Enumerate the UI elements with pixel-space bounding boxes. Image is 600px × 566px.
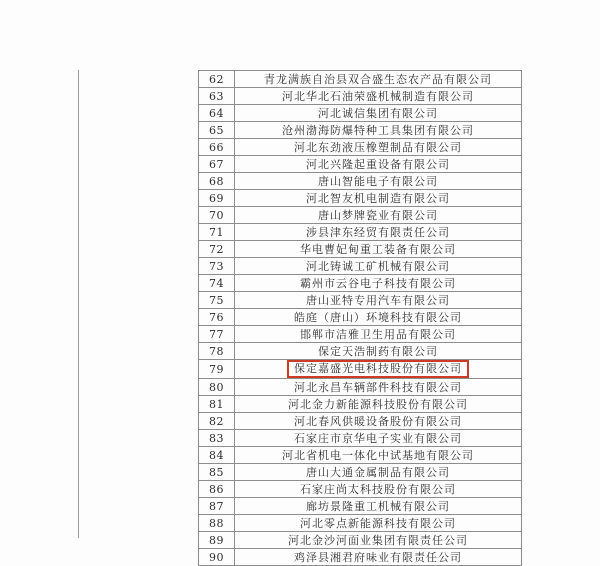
rank-cell: 66 <box>199 139 235 156</box>
table-row <box>199 241 522 258</box>
company-name-cell: 河北零点新能源科技有限公司 <box>235 515 522 532</box>
table-row <box>199 549 522 566</box>
table-row <box>199 292 522 309</box>
table-row <box>199 190 522 207</box>
company-name-cell: 廊坊景隆重工机械有限公司 <box>235 498 522 515</box>
rank-cell: 84 <box>199 447 235 464</box>
company-name-cell: 河北诚信集团有限公司 <box>235 105 522 122</box>
table-row <box>199 224 522 241</box>
table-row <box>199 207 522 224</box>
rank-cell: 63 <box>199 88 235 105</box>
company-name-cell: 青龙满族自治县双合盛生态农产品有限公司 <box>235 71 522 88</box>
rank-cell: 89 <box>199 532 235 549</box>
company-name-cell: 河北春风供暖设备股份有限公司 <box>235 413 522 430</box>
company-name-cell: 河北华北石油荣盛机械制造有限公司 <box>235 88 522 105</box>
company-name-cell: 鸡泽县湘君府味业有限责任公司 <box>235 549 522 566</box>
rank-cell: 71 <box>199 224 235 241</box>
table-row <box>199 88 522 105</box>
rank-cell: 85 <box>199 464 235 481</box>
company-name-cell: 河北金力新能源科技股份有限公司 <box>235 396 522 413</box>
company-name-cell: 邯郸市洁雅卫生用品有限公司 <box>235 326 522 343</box>
table-row <box>199 156 522 173</box>
highlight-box: 保定嘉盛光电科技股份有限公司 <box>287 360 469 378</box>
table-row <box>199 498 522 515</box>
company-name-cell: 河北兴隆起重设备有限公司 <box>235 156 522 173</box>
table-row <box>199 309 522 326</box>
table-row <box>199 430 522 447</box>
rank-cell: 83 <box>199 430 235 447</box>
company-name-cell: 石家庄市京华电子实业有限公司 <box>235 430 522 447</box>
company-name-cell: 河北智友机电制造有限公司 <box>235 190 522 207</box>
company-name-cell: 河北金沙河面业集团有限责任公司 <box>235 532 522 549</box>
rank-cell: 82 <box>199 413 235 430</box>
company-name-cell: 石家庄尚太科技股份有限公司 <box>235 481 522 498</box>
company-name-cell: 河北铸诚工矿机械有限公司 <box>235 258 522 275</box>
company-name-cell <box>235 360 522 379</box>
rank-cell: 68 <box>199 173 235 190</box>
rank-cell: 80 <box>199 379 235 396</box>
company-name-cell: 保定天浩制药有限公司 <box>235 343 522 360</box>
rank-cell: 70 <box>199 207 235 224</box>
company-name-cell: 河北永昌车辆部件科技有限公司 <box>235 379 522 396</box>
rank-cell: 74 <box>199 275 235 292</box>
company-name-cell: 皓庭（唐山）环境科技有限公司 <box>235 309 522 326</box>
rank-cell: 73 <box>199 258 235 275</box>
rank-cell: 62 <box>199 71 235 88</box>
company-name-cell: 唐山亚特专用汽车有限公司 <box>235 292 522 309</box>
rank-cell: 88 <box>199 515 235 532</box>
table-row <box>199 360 522 379</box>
table-row <box>199 71 522 88</box>
table-row <box>199 413 522 430</box>
table-row <box>199 122 522 139</box>
rank-cell: 77 <box>199 326 235 343</box>
rank-cell: 75 <box>199 292 235 309</box>
table-row <box>199 532 522 549</box>
rank-cell: 67 <box>199 156 235 173</box>
rank-cell: 69 <box>199 190 235 207</box>
company-name-cell: 霸州市云谷电子科技有限公司 <box>235 275 522 292</box>
table-body <box>199 71 522 566</box>
company-name-cell: 华电曹妃甸重工装备有限公司 <box>235 241 522 258</box>
table-row <box>199 258 522 275</box>
company-ranking-table <box>198 70 522 566</box>
table-row <box>199 139 522 156</box>
company-name-cell: 唐山梦牌瓷业有限公司 <box>235 207 522 224</box>
table-row <box>199 379 522 396</box>
table-row <box>199 326 522 343</box>
table-row <box>199 515 522 532</box>
rank-cell: 72 <box>199 241 235 258</box>
rank-cell: 76 <box>199 309 235 326</box>
table-row <box>199 275 522 292</box>
company-name-cell: 涉县津东经贸有限责任公司 <box>235 224 522 241</box>
company-name-cell: 河北东劲液压橡塑制品有限公司 <box>235 139 522 156</box>
table-row <box>199 343 522 360</box>
company-name-cell: 河北省机电一体化中试基地有限公司 <box>235 447 522 464</box>
company-name-cell: 沧州渤海防爆特种工具集团有限公司 <box>235 122 522 139</box>
rank-cell: 90 <box>199 549 235 566</box>
rank-cell: 86 <box>199 481 235 498</box>
rank-cell: 65 <box>199 122 235 139</box>
table-row <box>199 447 522 464</box>
page-left-border-line <box>78 70 79 538</box>
table-row <box>199 396 522 413</box>
rank-cell: 79 <box>199 360 235 379</box>
table-row <box>199 105 522 122</box>
rank-cell: 78 <box>199 343 235 360</box>
rank-cell: 87 <box>199 498 235 515</box>
rank-cell: 64 <box>199 105 235 122</box>
rank-cell: 81 <box>199 396 235 413</box>
table-row <box>199 481 522 498</box>
company-name-cell: 唐山智能电子有限公司 <box>235 173 522 190</box>
company-name-cell: 唐山大通金属制品有限公司 <box>235 464 522 481</box>
table-row <box>199 173 522 190</box>
table-row <box>199 464 522 481</box>
